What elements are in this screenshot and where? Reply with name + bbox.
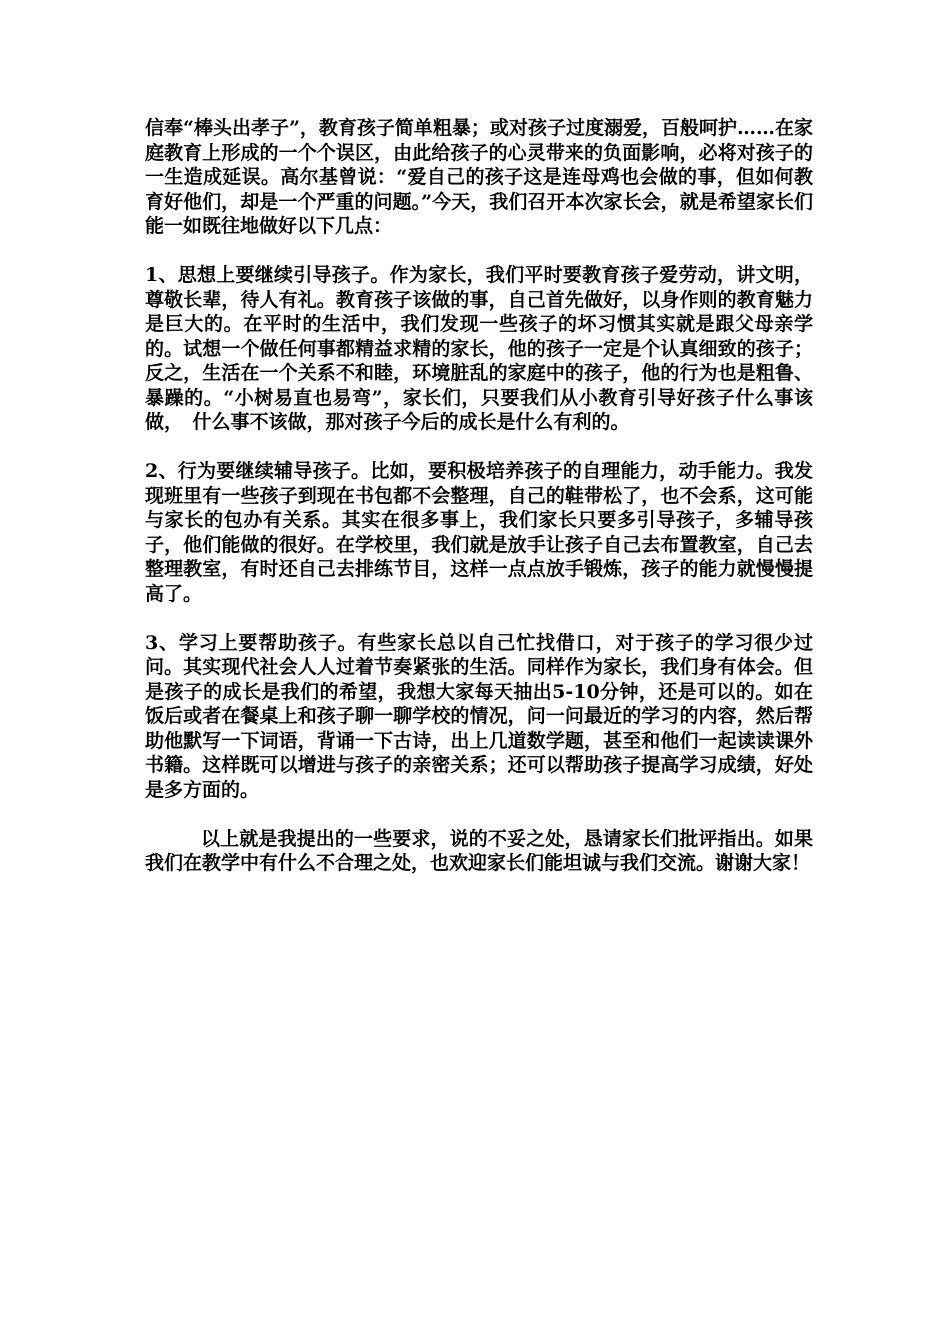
point-3-paragraph: 3、学习上要帮助孩子。有些家长总以自己忙找借口，对于孩子的学习很少过问。其实现代社会人人过着节奏紧张的生活。同样作为家长，我们身有体会。但是孩子的成长是我们的希望，我想大家每天抽出5-10分钟，还是可以的。如在饭后或者在餐桌上和孩子聊一聊学校的情况，问一问最近的学习的内容，然后帮助他默写一下词语，背诵一下古诗，出上几道数学题，甚至和他们一起读读课外书籍。这样既可以增进与孩子的亲密关系；还可以帮助孩子提高学习成绩，好处是多方面的。 [145,631,813,801]
closing-paragraph: 以上就是我提出的一些要求，说的不妥之处，恳请家长们批评指出。如果我们在教学中有什么不合理之处，也欢迎家长们能坦诚与我们交流。谢谢大家！ [145,827,813,874]
document-body [145,116,813,900]
point-2-paragraph: 2、行为要继续辅导孩子。比如，要积极培养孩子的自理能力，动手能力。我发现班里有一些孩子到现在书包都不会整理，自己的鞋带松了，也不会系，这可能与家长的包办有关系。其实在很多事上，我们家长只要多引导孩子，多辅导孩子，他们能做的很好。在学校里，我们就是放手让孩子自己去布置教室，自己去整理教室，有时还自己去排练节目，这样一点点放手锻炼，孩子的能力就慢慢提高了。 [145,460,813,605]
intro-paragraph: 信奉“棒头出孝子”，教育孩子简单粗暴；或对孩子过度溺爱，百般呵护……在家庭教育上形成的一个个误区，由此给孩子的心灵带来的负面影响，必将对孩子的一生造成延误。高尔基曾说：“爱自己的孩子这是连母鸡也会做的事，但如何教育好他们，却是一个严重的问题。”今天，我们召开本次家长会，就是希望家长们能一如既往地做好以下几点： [145,117,813,237]
point-1-paragraph: 1、思想上要继续引导孩子。作为家长，我们平时要教育孩子爱劳动，讲文明，尊敬长辈，待人有礼。教育孩子该做的事，自己首先做好，以身作则的教育魅力是巨大的。在平时的生活中，我们发现一些孩子的坏习惯其实就是跟父母亲学的。试想一个做任何事都精益求精的家长，他的孩子一定是个认真细致的孩子；反之，生活在一个关系不和睦，环境脏乱的家庭中的孩子，他的行为也是粗鲁、暴躁的。“小树易直也易弯”，家长们，只要我们从小教育引导好孩子什么事该做， 什么事不该做，那对孩子今后的成长是什么有利的。 [145,264,813,433]
